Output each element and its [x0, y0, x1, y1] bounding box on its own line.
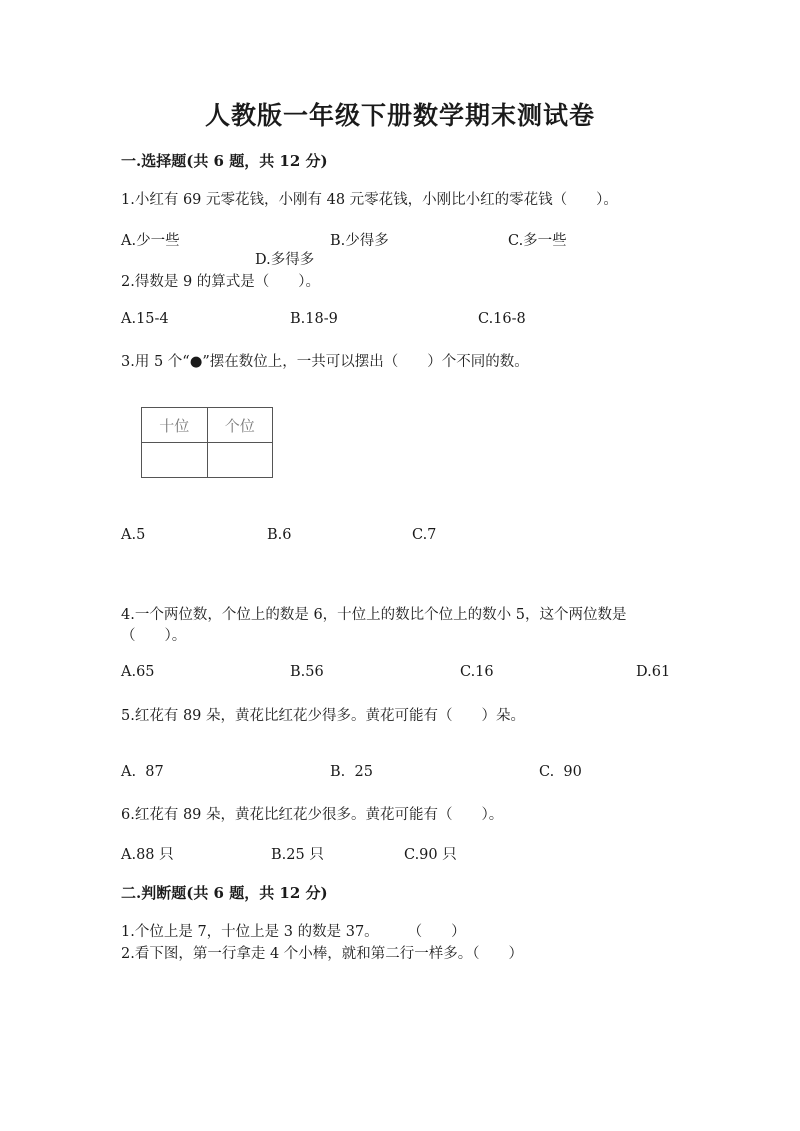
question-4-option-a[interactable]: A.65 — [121, 664, 155, 680]
question-1-stem: 1.小红有 69 元零花钱，小刚有 48 元零花钱，小刚比小红的零花钱（ ）。 — [121, 192, 618, 208]
question-6-option-b[interactable]: B.25 只 — [271, 847, 324, 863]
place-value-cell-ones — [207, 443, 273, 478]
question-2-option-c[interactable]: C.16-8 — [478, 311, 526, 327]
question-6-stem: 6.红花有 89 朵，黄花比红花少很多。黄花可能有（ ）。 — [121, 807, 504, 823]
question-4-option-c[interactable]: C.16 — [460, 664, 494, 680]
question-1-option-d[interactable]: D.多得多 — [255, 252, 315, 268]
question-5-option-a[interactable]: A. 87 — [121, 764, 164, 780]
question-2-stem: 2.得数是 9 的算式是（ ）。 — [121, 274, 321, 290]
question-5-option-c[interactable]: C. 90 — [539, 764, 582, 780]
place-value-header-tens: 十位 — [142, 408, 208, 443]
question-1-option-a[interactable]: A.少一些 — [121, 233, 180, 249]
question-3-option-c[interactable]: C.7 — [412, 527, 437, 543]
question-3-stem: 3.用 5 个“●”摆在数位上，一共可以摆出（ ）个不同的数。 — [121, 354, 529, 370]
question-6-option-a[interactable]: A.88 只 — [121, 847, 174, 863]
question-5-stem: 5.红花有 89 朵，黄花比红花少得多。黄花可能有（ ）朵。 — [121, 708, 526, 724]
question-5-option-b[interactable]: B. 25 — [330, 764, 373, 780]
page-title: 人教版一年级下册数学期末测试卷 — [204, 101, 595, 130]
question-6-option-c[interactable]: C.90 只 — [404, 847, 457, 863]
question-3-option-b[interactable]: B.6 — [267, 527, 292, 543]
question-4-option-b[interactable]: B.56 — [290, 664, 324, 680]
question-4-option-d[interactable]: D.61 — [636, 664, 671, 680]
question-3-option-a[interactable]: A.5 — [121, 527, 146, 543]
place-value-header-ones: 个位 — [207, 408, 273, 443]
place-value-table — [141, 407, 273, 478]
question-1-option-b[interactable]: B.少得多 — [330, 233, 389, 249]
judgement-2-stem: 2.看下图，第一行拿走 4 个小棒，就和第二行一样多。（ ） — [121, 946, 524, 962]
question-4-stem-line1: 4.一个两位数，个位上的数是 6，十位上的数比个位上的数小 5，这个两位数是 — [121, 607, 627, 623]
question-1-option-c[interactable]: C.多一些 — [508, 233, 567, 249]
judgement-1-stem: 1.个位上是 7，十位上是 3 的数是 37。 （ ） — [121, 924, 466, 940]
section-heading-choice: 一.选择题(共 6 题，共 12 分) — [121, 152, 328, 170]
question-2-option-a[interactable]: A.15-4 — [121, 311, 169, 327]
question-2-option-b[interactable]: B.18-9 — [290, 311, 338, 327]
place-value-cell-tens — [142, 443, 208, 478]
question-4-stem-line2: （ ）。 — [121, 628, 187, 644]
section-heading-judgement: 二.判断题(共 6 题，共 12 分) — [121, 884, 328, 902]
